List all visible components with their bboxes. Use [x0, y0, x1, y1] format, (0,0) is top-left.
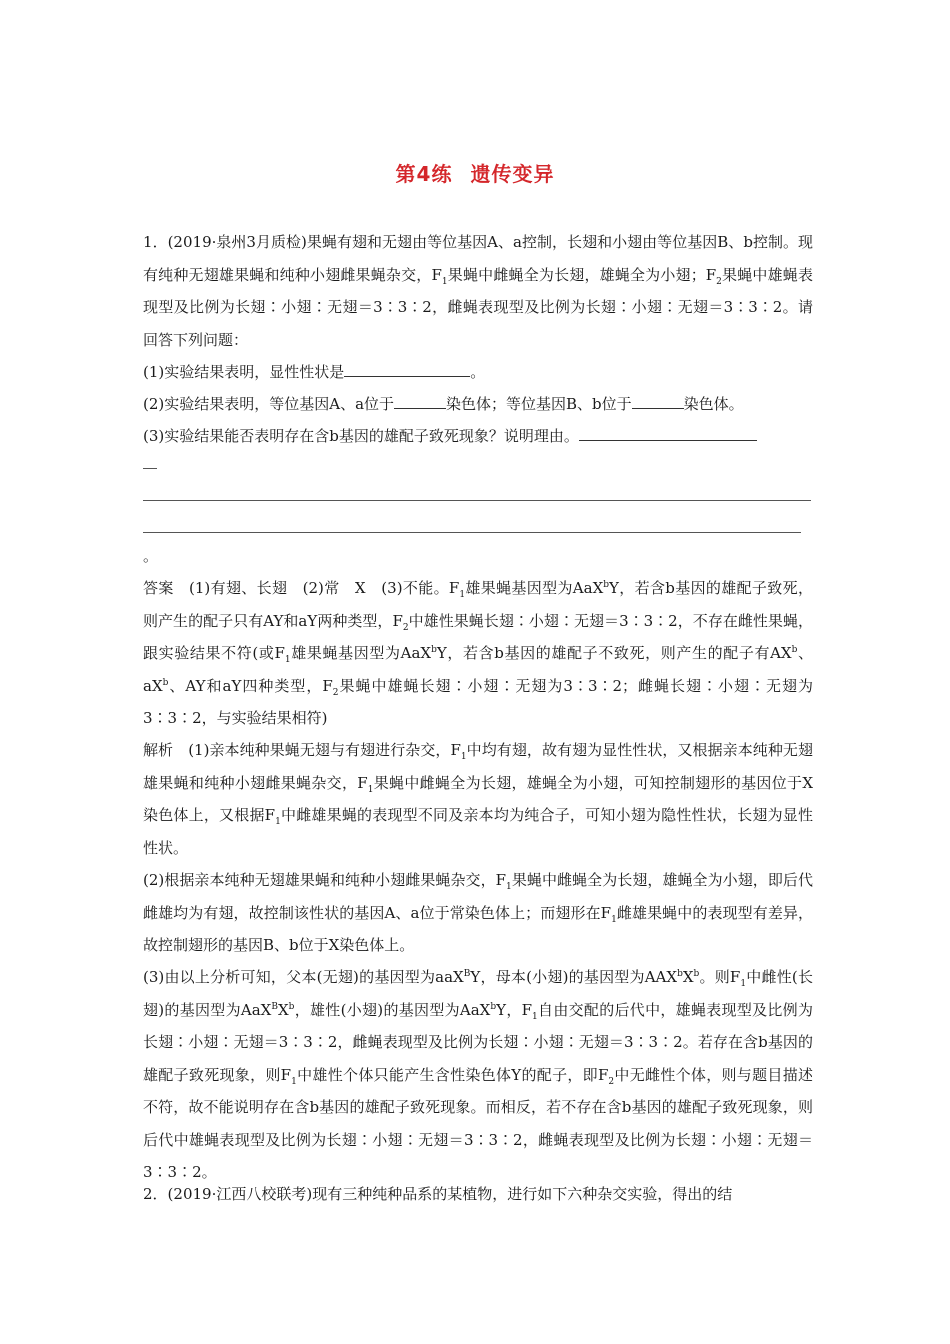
answer-blank-2[interactable] [394, 393, 446, 409]
analysis-paragraph-1: 解析 (1)亲本纯种果蝇无翅与有翅进行杂交，$F_1$中均有翅，故有翅为显性性状，又根据亲本纯种无翅雄果蝇和纯种小翅雌果蝇杂交，$F_1$果蝇中雌蝇全为长翅，雄蝇全为小翅，可知控制翅形的基因位于X染色体上，又根据$F_1$中雌雄果蝇的表现型不同及亲本均为纯合子，可知小翅为隐性性状，长翅为显性性状。 [143, 741, 813, 857]
question-1-sub1: (1)实验结果表明，显性性状是 。 [143, 363, 486, 381]
analysis-paragraph-3: (3)由以上分析可知，父本(无翅)的基因型为aaX$^B$Y，母本(小翅)的基因型为$AAX^bX^b$。则$F_1$中雌性(长翅)的基因型为$AaX^BX^b$，雄性(小翅)的基因型为AaX$^b$Y，$F_1$自由交配的后代中，雄蝇表现型及比例为长翅∶小翅∶无翅＝3∶3∶2，雌蝇表现型及比例为长翅∶小翅∶无翅＝3∶3∶2。若存在含b基因的雄配子致死现象，则$F_1$中雄性个体只能产生含性染色体Y的配子，即$F_2$中无雌性个体，则与题目描述不符，故不能说明存在含b基因的雄配子致死现象。而相反，若不存在含b基因的雄配子致死现象，则后代中雄蝇表现型及比例为长翅∶小翅∶无翅＝3∶3∶2，雌蝇表现型及比例为长翅∶小翅∶无翅＝3∶3∶2。 [143, 968, 813, 1181]
answer-blank-1[interactable] [344, 361, 470, 377]
answer-line-1 [143, 500, 811, 501]
question-1-end-mark: 。 [143, 547, 159, 565]
answer-block: 答案 (1)有翅、长翅 (2)常 X (3)不能。$F_1$雄果蝇基因型为AaX$^b$Y，若含b基因的雄配子致死，则产生的配子只有AY和aY两种类型，$F_2$中雄性果蝇长翅∶小翅∶无翅＝3∶3∶2，不存在雌性果蝇，跟实验结果不符(或$F_1$雄果蝇基因型为AaX$^b$Y，若含b基因的雄配子不致死，则产生的配子有$AX^b$、$aX^b$、AY和aY四种类型，$F_2$果蝇中雄蝇长翅∶小翅∶无翅为3∶3∶2；雌蝇长翅∶小翅∶无翅为3∶3∶2，与实验结果相符) [143, 579, 813, 727]
question-1-sub3: (3)实验结果能否表明存在含b基因的雄配子致死现象？说明理由。 [143, 420, 813, 453]
question-2-stem: 2．(2019·江西八校联考)现有三种纯种品系的某植物，进行如下六种杂交实验，得出的结 [143, 1185, 733, 1203]
answer-line-short [143, 468, 157, 469]
answer-line-2 [143, 532, 801, 533]
answer-blank-3[interactable] [632, 393, 684, 409]
title-topic: 遗传变异 [470, 162, 555, 186]
question-1-sub2: (2)实验结果表明，等位基因A、a位于 染色体；等位基因B、b位于 染色体。 [143, 395, 744, 413]
question-1-stem: 1．(2019·泉州3月质检)果蝇有翅和无翅由等位基因A、a控制，长翅和小翅由等位基因B、b控制。现有纯种无翅雄果蝇和纯种小翅雌果蝇杂交，$F_1$果蝇中雌蝇全为长翅，雄蝇全为小翅；$F_2$果蝇中雄蝇表现型及比例为长翅∶小翅∶无翅＝3∶3∶2，雌蝇表现型及比例为长翅∶小翅∶无翅＝3∶3∶2。请回答下列问题： [143, 233, 813, 349]
title-number: 第4练 [395, 162, 453, 186]
answer-label: 答案 [143, 579, 174, 597]
page-title [0, 158, 950, 187]
analysis-label: 解析 [143, 741, 174, 759]
answer-blank-4[interactable] [579, 425, 757, 441]
analysis-paragraph-2: (2)根据亲本纯种无翅雄果蝇和纯种小翅雌果蝇杂交，$F_1$果蝇中雌蝇全为长翅，雄蝇全为小翅，即后代雌雄均为有翅，故控制该性状的基因A、a位于常染色体上；而翅形在$F_1$雌雄果蝇中的表现型有差异，故控制翅形的基因B、b位于X染色体上。 [143, 871, 813, 954]
